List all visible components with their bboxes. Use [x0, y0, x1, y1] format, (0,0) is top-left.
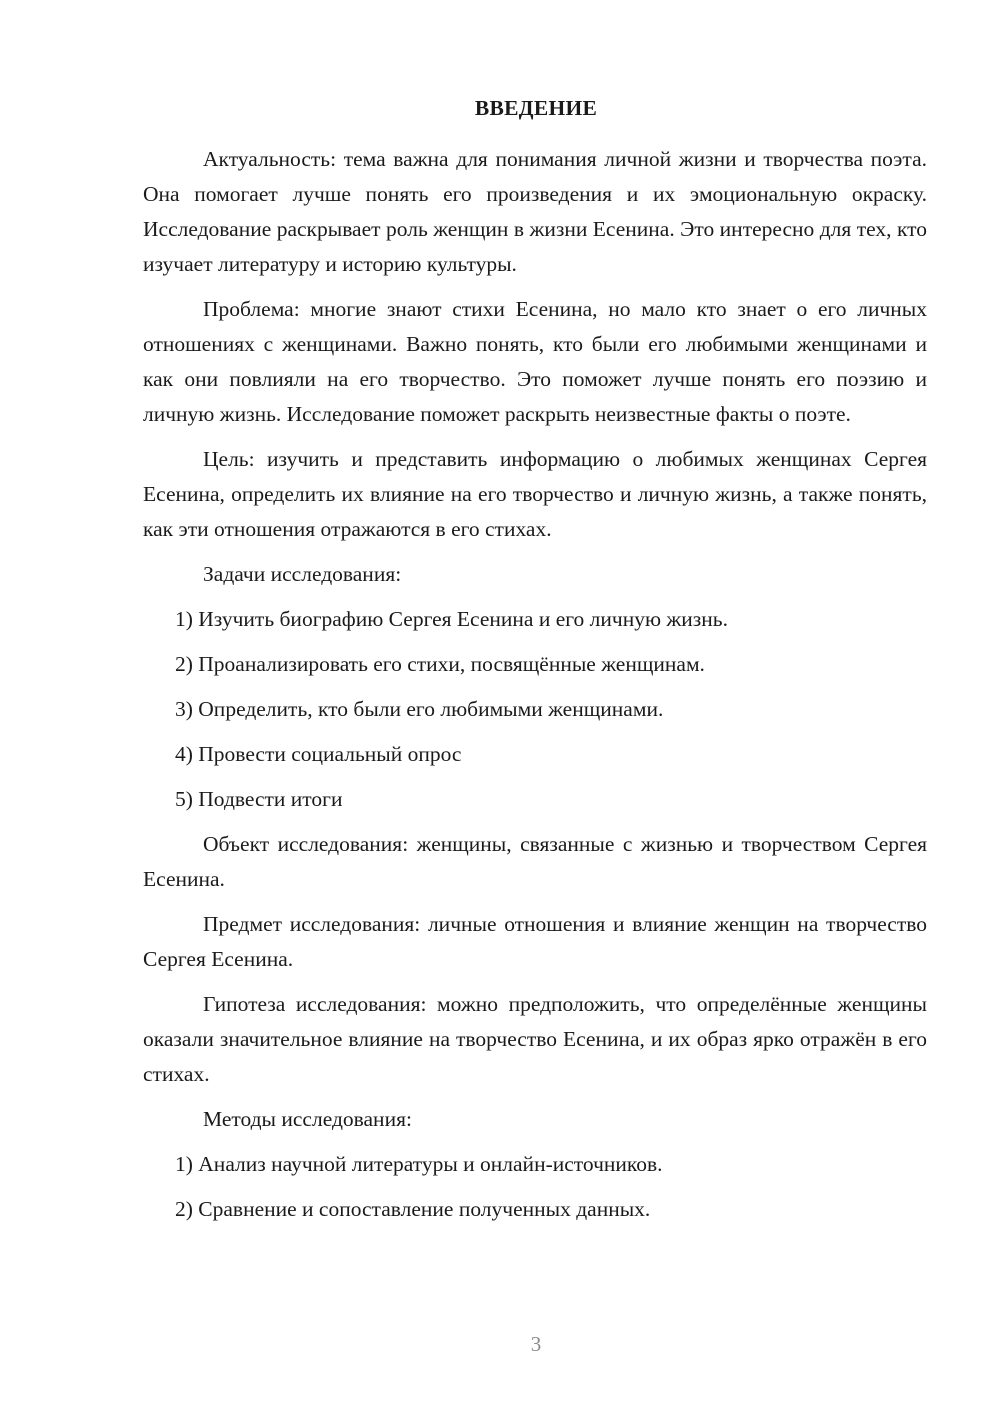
methods-heading: Методы исследования:	[203, 1107, 412, 1131]
task-item: 4) Провести социальный опрос	[175, 742, 462, 766]
task-item: 3) Определить, кто были его любимыми женщинами.	[175, 697, 664, 721]
method-item: 2) Сравнение и сопоставление полученных данных.	[175, 1197, 651, 1221]
page-number: 3	[530, 1332, 542, 1356]
document-body	[143, 142, 927, 1237]
relevance-paragraph: Актуальность: тема важна для понимания личной жизни и творчества поэта. Она помогает лучше понять его произведения и их эмоциональную окраску. Исследование раскрывает роль женщин в жизни Есенина. Это интересно для тех, кто изучает литературу и историю культуры.	[143, 147, 927, 276]
method-item: 1) Анализ научной литературы и онлайн-источников.	[175, 1152, 663, 1176]
page-title: ВВЕДЕНИЕ	[474, 96, 598, 120]
task-item: 5) Подвести итоги	[175, 787, 343, 811]
object-paragraph: Объект исследования: женщины, связанные с жизнью и творчеством Сергея Есенина.	[143, 832, 927, 891]
hypothesis-paragraph: Гипотеза исследования: можно предположить, что определённые женщины оказали значительное влияние на творчество Есенина, и их образ ярко отражён в его стихах.	[143, 992, 927, 1086]
task-item: 2) Проанализировать его стихи, посвящённые женщинам.	[175, 652, 705, 676]
subject-paragraph: Предмет исследования: личные отношения и влияние женщин на творчество Сергея Есенина.	[143, 912, 927, 971]
task-item: 1) Изучить биографию Сергея Есенина и его личную жизнь.	[175, 607, 728, 631]
goal-paragraph: Цель: изучить и представить информацию о любимых женщинах Сергея Есенина, определить их влияние на его творчество и личную жизнь, а также понять, как эти отношения отражаются в его стихах.	[143, 447, 927, 541]
tasks-heading: Задачи исследования:	[203, 562, 402, 586]
problem-paragraph: Проблема: многие знают стихи Есенина, но мало кто знает о его личных отношениях с женщинами. Важно понять, кто были его любимыми женщинами и как они повлияли на его творчество. Это поможет лучше понять его поэзию и личную жизнь. Исследование поможет раскрыть неизвестные факты о поэте.	[143, 297, 927, 426]
